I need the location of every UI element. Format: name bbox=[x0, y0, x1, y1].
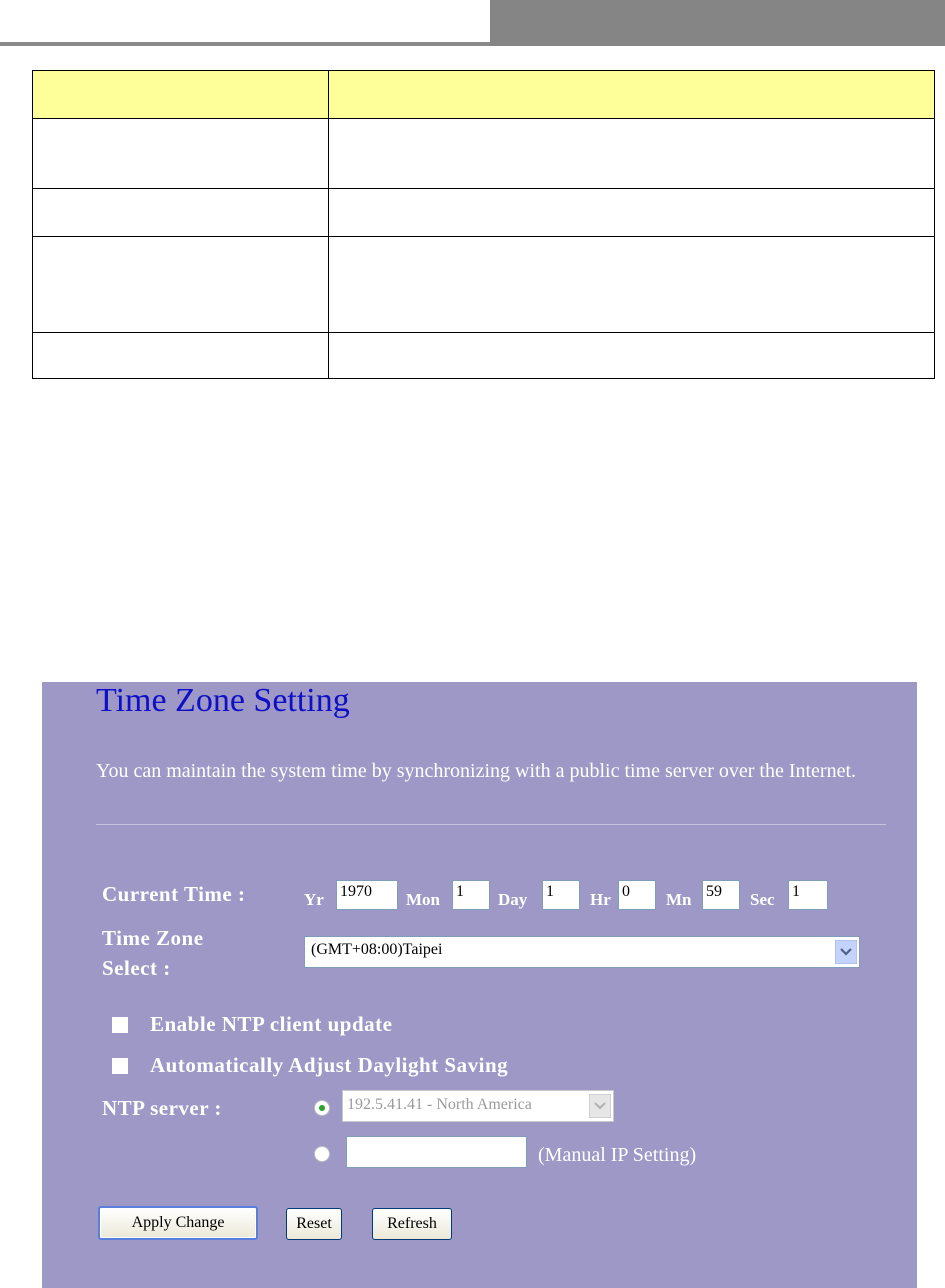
header-rule bbox=[0, 42, 490, 46]
table-cell bbox=[33, 119, 329, 189]
table-header-cell bbox=[33, 71, 329, 119]
table-header-cell bbox=[329, 71, 935, 119]
hour-label: Hr bbox=[590, 890, 611, 909]
table-cell bbox=[33, 333, 329, 379]
time-zone-label: Time Zone bbox=[102, 926, 204, 950]
table-cell bbox=[329, 333, 935, 379]
table-cell bbox=[329, 119, 935, 189]
page-description: You can maintain the system time by synchronizing with a public time server over the Internet. bbox=[96, 760, 857, 782]
table-row bbox=[33, 237, 935, 333]
time-zone-select[interactable] bbox=[304, 936, 860, 968]
ntp-server-label: NTP server : bbox=[102, 1096, 222, 1120]
apply-change-button[interactable]: Apply Change bbox=[98, 1206, 258, 1240]
header-left bbox=[0, 0, 490, 42]
time-zone-selected-value: (GMT+08:00)Taipei bbox=[311, 941, 443, 958]
table-header-row bbox=[33, 71, 935, 119]
current-time-label: Current Time : bbox=[102, 882, 246, 906]
table-row bbox=[33, 189, 935, 237]
day-label: Day bbox=[498, 890, 528, 909]
manual-ip-note: (Manual IP Setting) bbox=[538, 1144, 697, 1166]
table-cell bbox=[33, 237, 329, 333]
second-label: Sec bbox=[750, 890, 775, 909]
daylight-saving-checkbox[interactable] bbox=[112, 1058, 128, 1074]
table-cell bbox=[33, 189, 329, 237]
table-row bbox=[33, 119, 935, 189]
year-input[interactable]: 1970 bbox=[336, 880, 398, 910]
table-row bbox=[33, 333, 935, 379]
minute-label: Mn bbox=[666, 890, 692, 909]
refresh-button[interactable]: Refresh bbox=[372, 1208, 452, 1240]
day-input[interactable]: 1 bbox=[542, 880, 580, 910]
enable-ntp-label: Enable NTP client update bbox=[150, 1012, 393, 1036]
chevron-down-icon[interactable] bbox=[589, 1094, 611, 1118]
hour-input[interactable]: 0 bbox=[618, 880, 656, 910]
enable-ntp-checkbox[interactable] bbox=[112, 1017, 128, 1033]
ntp-manual-radio[interactable] bbox=[314, 1146, 330, 1162]
header-right-bar bbox=[490, 0, 945, 46]
table-cell bbox=[329, 237, 935, 333]
radio-selected-dot bbox=[319, 1105, 325, 1111]
time-zone-panel bbox=[42, 682, 917, 1288]
second-input[interactable]: 1 bbox=[788, 880, 828, 910]
ntp-server-selected-value: 192.5.41.41 - North America bbox=[347, 1096, 532, 1113]
time-zone-label-line2: Select : bbox=[102, 956, 171, 980]
chevron-down-icon[interactable] bbox=[835, 940, 857, 964]
daylight-saving-label: Automatically Adjust Daylight Saving bbox=[150, 1053, 509, 1077]
description-table bbox=[32, 70, 935, 379]
reset-button[interactable]: Reset bbox=[286, 1208, 342, 1240]
ntp-server-select[interactable] bbox=[342, 1090, 614, 1122]
table-cell bbox=[329, 189, 935, 237]
year-label: Yr bbox=[304, 890, 324, 909]
manual-ip-input[interactable] bbox=[346, 1136, 527, 1168]
page-title: Time Zone Setting bbox=[96, 682, 350, 719]
divider bbox=[96, 824, 886, 825]
month-input[interactable]: 1 bbox=[452, 880, 490, 910]
month-label: Mon bbox=[406, 890, 440, 909]
minute-input[interactable]: 59 bbox=[702, 880, 740, 910]
ntp-preset-radio[interactable] bbox=[314, 1100, 330, 1116]
